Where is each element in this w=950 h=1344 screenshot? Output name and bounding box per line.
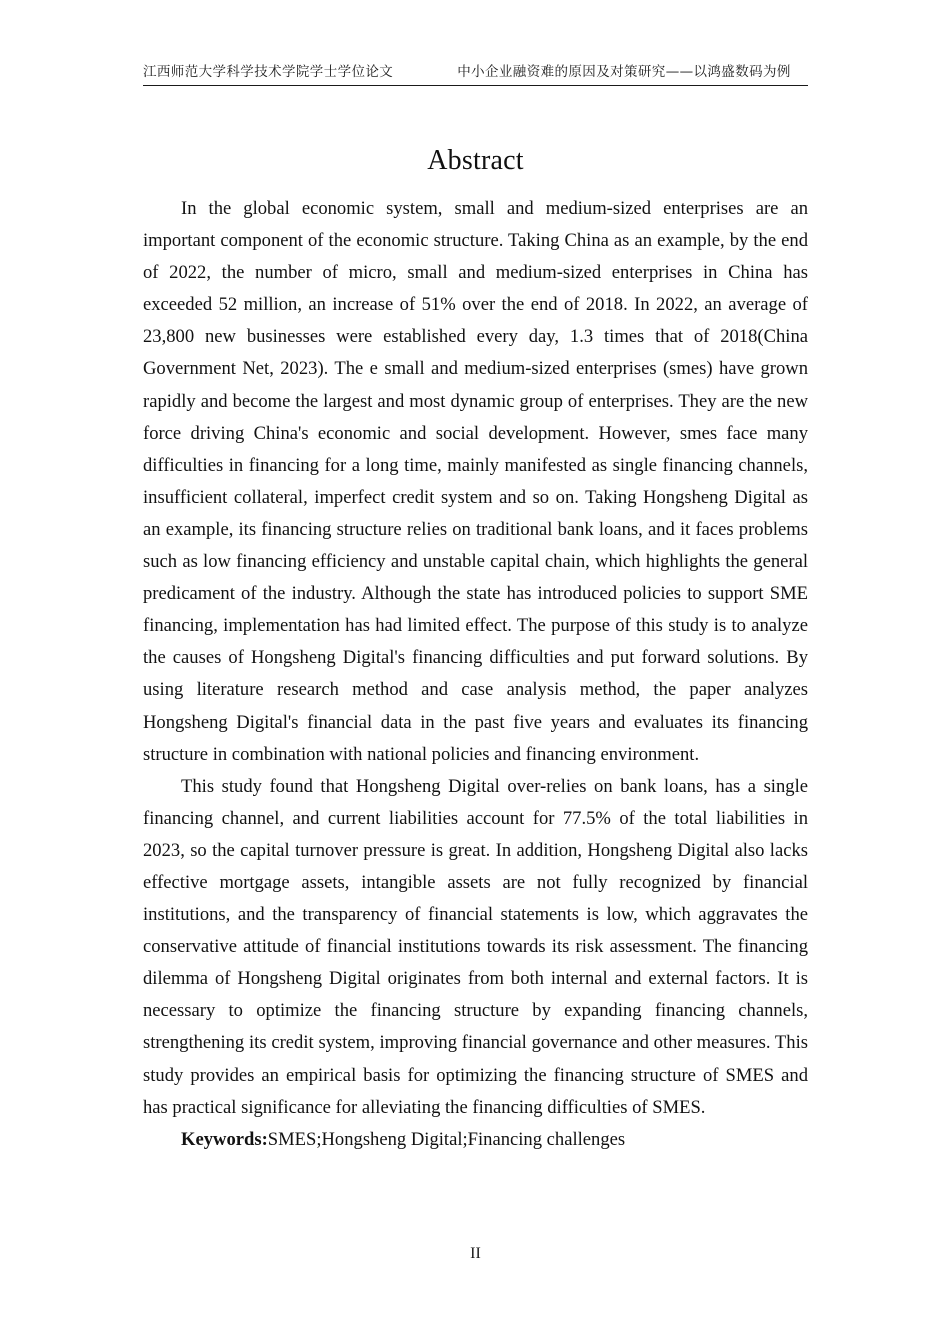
header-thesis-title-text: 中小企业融资难的原因及对策研究——以鸿盛数码为例 [457,64,791,80]
running-header [143,60,808,86]
page-number: II [470,1245,481,1262]
page-title: Abstract [427,144,524,176]
abstract-paragraph-2: This study found that Hongsheng Digital over-relies on bank loans, has a single financing channel, and current liabilities account for 77.5% of the total liabilities in 2023, so the capital turnover pressure is great. In addition, Hongsheng Digital also lacks effective mortgage assets, intangible assets are not fully recognized by financial institutions, and the transparency of financial statements is low, which aggravates the conservative attitude of financial institutions towards its risk assessment. The financing dilemma of Hongsheng Digital originates from both internal and external factors. It is necessary to optimize the financing structure by expanding financing channels, strengthening its credit system, improving financial governance and other measures. This study provides an empirical basis for optimizing the financing structure of SMES and has practical significance for alleviating the financing difficulties of SMES. [143,775,808,1118]
abstract-paragraph-1: In the global economic system, small and medium-sized enterprises are an important component of the economic structure. Taking China as an example, by the end of 2022, the number of micro, small and medium-sized enterprises in China has exceeded 52 million, an increase of 51% over the end of 2018. In 2022, an average of 23,800 new businesses were established every day, 1.3 times that of 2018(China Government Net, 2023). The e small and medium-sized enterprises (smes) have grown rapidly and become the largest and most dynamic group of enterprises. They are the new force driving China's economic and social development. However, smes face many difficulties in financing for a long time, mainly manifested as single financing channels, insufficient collateral, imperfect credit system and so on. Taking Hongsheng Digital as an example, its financing structure relies on traditional bank loans, and it faces problems such as low financing efficiency and unstable capital chain, which highlights the general predicament of the industry. Although the state has introduced policies to support SME financing, implementation has had limited effect. The purpose of this study is to analyze the causes of Hongsheng Digital's financing difficulties and put forward solutions. By using literature research method and case analysis method, the paper analyzes Hongsheng Digital's financial data in the past five years and evaluates its financing structure in combination with national policies and financing environment. [143,198,808,765]
abstract-body [143,193,808,1156]
keywords-label: Keywords: [181,1128,268,1150]
keywords-line [143,1124,808,1156]
keywords-value: SMES;Hongsheng Digital;Financing challenges [267,1128,626,1150]
header-institution-text: 江西师范大学科学技术学院学士学位论文 [143,64,394,80]
